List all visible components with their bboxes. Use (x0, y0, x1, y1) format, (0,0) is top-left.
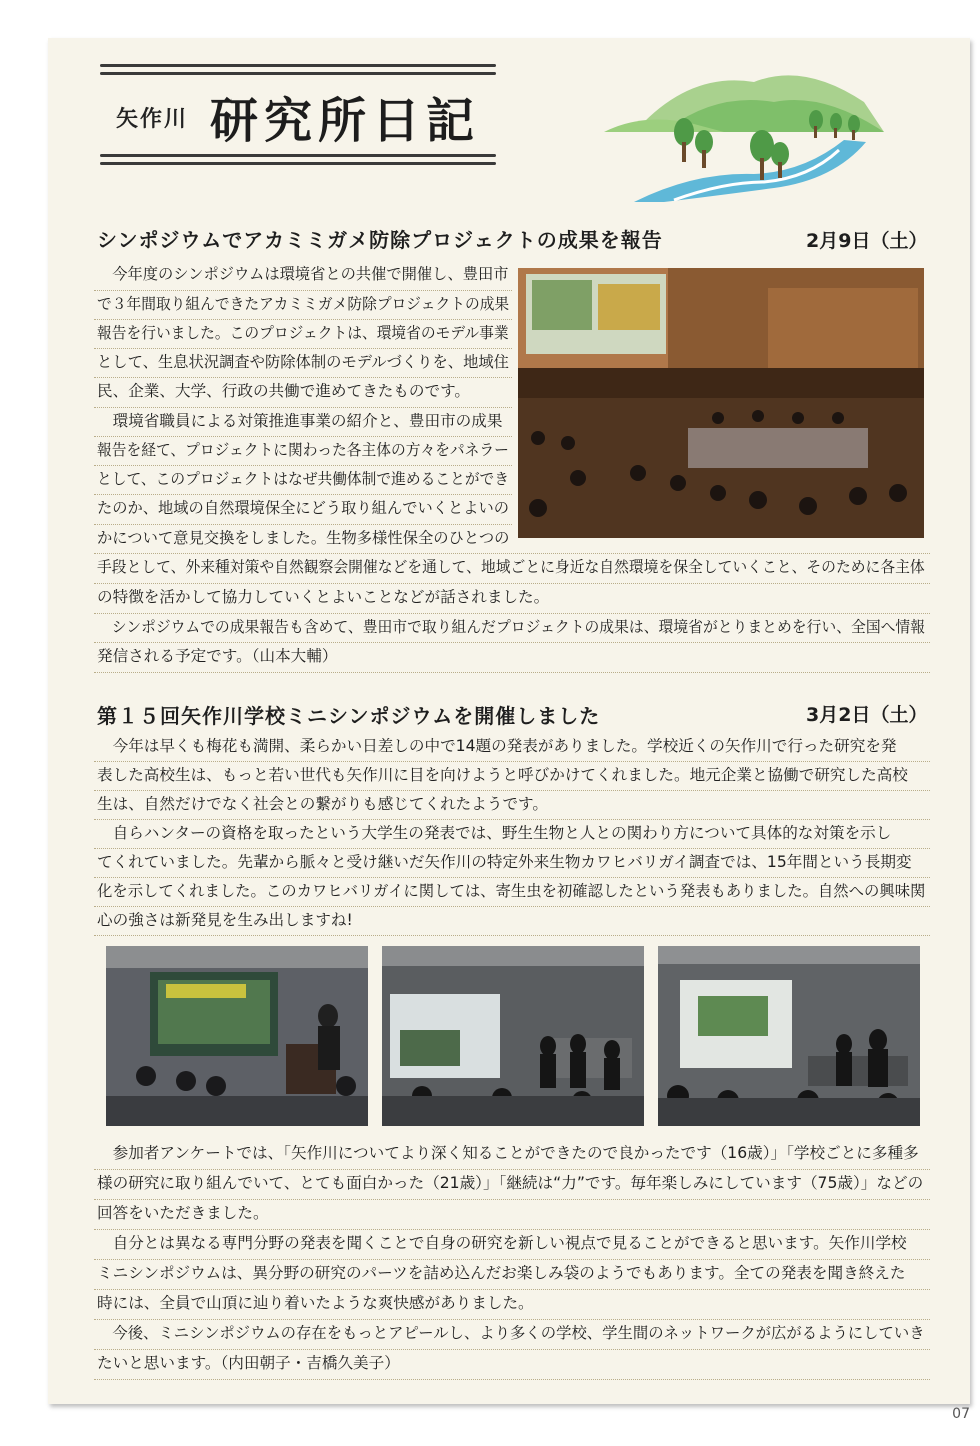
text-rule (94, 877, 930, 879)
article1-line-13: シンポジウムでの成果報告も含めて、豊田市で取り組んだプロジェクトの成果は、環境省がとりまとめを行い、全国へ情報 (97, 618, 926, 636)
article1-line-12: の特徴を活かして協力していくとよいことなどが話されました。 (97, 588, 550, 606)
article1-line-10: かについて意見交換をしました。生物多様性保全のひとつの (97, 529, 510, 547)
text-rule (94, 290, 512, 292)
text-rule (94, 319, 512, 321)
text-rule (94, 642, 930, 644)
text-rule (94, 613, 930, 615)
text-rule (94, 819, 930, 821)
symposium-hall-photo (518, 268, 924, 538)
article2-line-2: 表した高校生は、もっと若い世代も矢作川に目を向けようと呼びかけてくれました。地元企業と協働で研究した高校 (97, 766, 908, 784)
article1-line-9: たのか、地域の自然環境保全にどう取り組んでいくとよいの (97, 499, 510, 517)
article2-line-6: 化を示してくれました。このカワヒバリガイに関しては、寄生虫を初確認したという発表もありました。自然への興味関 (97, 882, 926, 900)
article2-line-7: 心の強さは新発見を生み出しますね! (97, 911, 353, 929)
text-rule (94, 935, 930, 937)
text-rule (94, 1379, 930, 1381)
article1-line-5: 民、企業、大学、行政の共働で進めてきたものです。 (97, 382, 471, 400)
article1-line-11: 手段として、外来種対策や自然観察会開催などを通して、地域ごとに身近な自然環境を保全していくこと、そのために各主体 (97, 558, 925, 576)
text-rule (94, 761, 930, 763)
text-rule (94, 672, 930, 674)
article2-line-12: ミニシンポジウムは、異分野の研究のパーツを詰め込んだお楽しみ袋のようでもあります。全ての発表を聞き終えた (97, 1264, 906, 1282)
presentation-photo-1 (106, 946, 368, 1126)
article1-line-3: 報告を行いました。このプロジェクトは、環境省のモデル事業 (97, 324, 509, 342)
text-rule (94, 1319, 930, 1321)
text-rule (94, 465, 512, 467)
masthead-rule-bottom-2 (100, 162, 496, 165)
text-rule (94, 1199, 930, 1201)
text-rule (94, 524, 512, 526)
masthead-rule-top (100, 64, 496, 67)
article1-line-8: として、このプロジェクトはなぜ共働体制で進めることができ (97, 470, 510, 488)
article2-line-1: 今年は早くも梅花も満開、柔らかい日差しの中で14題の発表がありました。学校近くの矢作川で行った研究を発 (97, 737, 897, 755)
article2-line-14: 今後、ミニシンポジウムの存在をもっとアピールし、より多くの学校、学生間のネットワークが広がるようにしていき (97, 1324, 925, 1342)
article2-line-5: てくれていました。先輩から脈々と受け継いだ矢作川の特定外来生物カワヒバリガイ調査では、15年間という長期変 (97, 853, 912, 871)
text-rule (94, 790, 930, 792)
presentation-photo-3 (658, 946, 920, 1126)
article2-line-13: 時には、全員で山頂に辿り着いたような爽快感がありました。 (97, 1294, 534, 1312)
river-landscape-illustration (604, 62, 896, 202)
article1-line-6: 環境省職員による対策推進事業の紹介と、豊田市の成果 (97, 412, 503, 430)
text-rule (94, 553, 930, 555)
text-rule (94, 407, 512, 409)
article1-line-1: 今年度のシンポジウムは環境省との共催で開催し、豊田市 (97, 265, 509, 283)
text-rule (94, 494, 512, 496)
text-rule (94, 1169, 930, 1171)
article2-heading: 第１５回矢作川学校ミニシンポジウムを開催しました (97, 704, 601, 728)
page-number: 07 (952, 1406, 970, 1422)
text-rule (94, 1229, 930, 1231)
masthead-rule-top-2 (100, 72, 496, 75)
article1-line-14: 発信される予定です。（山本大輔） (97, 647, 338, 665)
article1-line-4: として、生息状況調査や防除体制のモデルづくりを、地域住 (97, 353, 509, 371)
article2-line-8: 参加者アンケートでは、「矢作川についてより深く知ることができたので良かったです（16歳）」「学校ごとに多種多 (97, 1144, 919, 1162)
article1-line-7: 報告を経て、プロジェクトに関わった各主体の方々をパネラー (97, 441, 509, 459)
article2-line-3: 生は、自然だけでなく社会との繋がりも感じてくれたようです。 (97, 795, 548, 813)
text-rule (94, 377, 512, 379)
text-rule (94, 848, 930, 850)
article1-date: 2月9日（土） (806, 230, 928, 252)
presentation-photo-2 (382, 946, 644, 1126)
article2-line-9: 様の研究に取り組んでいて、とても面白かった（21歳）」「継続は“力”です。毎年楽しみにしています（75歳）」などの (97, 1174, 924, 1192)
text-rule (94, 583, 930, 585)
article2-line-11: 自分とは異なる専門分野の発表を聞くことで自身の研究を新しい視点で見ることができると思います。矢作川学校 (97, 1234, 907, 1252)
page-title: 研究所日記 (210, 93, 481, 149)
article2-line-4: 自らハンターの資格を取ったという大学生の発表では、野生生物と人との関わり方について具体的な対策を示し (97, 824, 892, 842)
article1-line-2: で３年間取り組んできたアカミミガメ防除プロジェクトの成果 (97, 295, 510, 313)
article2-date: 3月2日（土） (806, 704, 928, 726)
text-rule (94, 1259, 930, 1261)
text-rule (94, 436, 512, 438)
article1-heading: シンポジウムでアカミミガメ防除プロジェクトの成果を報告 (97, 228, 663, 252)
masthead-rule-bottom (100, 154, 496, 157)
text-rule (94, 1349, 930, 1351)
article2-line-10: 回答をいただきました。 (97, 1204, 269, 1222)
text-rule (94, 906, 930, 908)
masthead-brand: 矢作川 (116, 107, 189, 132)
text-rule (94, 348, 512, 350)
article2-line-15: たいと思います。（内田朝子・吉橋久美子） (97, 1354, 400, 1372)
text-rule (94, 1289, 930, 1291)
